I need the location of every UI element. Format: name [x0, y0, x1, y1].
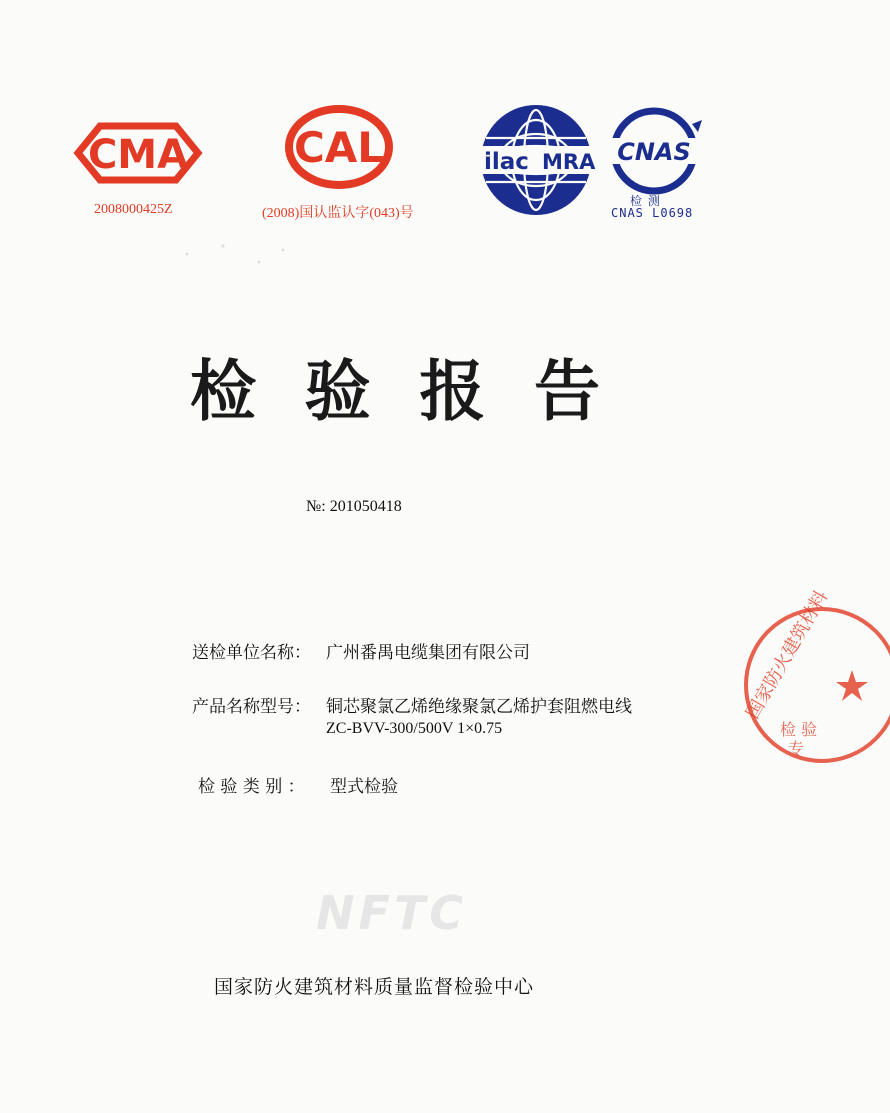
- product-model-value: ZC-BVV-300/500V 1×0.75: [326, 720, 503, 737]
- cal-emblem-icon: [284, 104, 394, 190]
- cma-emblem-icon: [70, 118, 206, 188]
- cnas-testing-label: 检 测: [630, 194, 661, 208]
- cal-logo: [284, 104, 394, 190]
- cnas-text: CNAS: [617, 138, 691, 166]
- test-type-value: 型式检验: [330, 777, 398, 797]
- cnas-logo: [598, 106, 710, 196]
- ilac-globe-icon: [478, 102, 594, 218]
- report-title: [190, 338, 600, 428]
- title-char: 检: [190, 353, 256, 430]
- product-name-value: 铜芯聚氯乙烯绝缘聚氯乙烯护套阻燃电线: [326, 697, 632, 717]
- scan-speckle: [175, 238, 295, 278]
- cal-cert-text: (2008)国认监认字(043)号: [262, 206, 414, 221]
- seal-subtext: 检 验: [780, 720, 818, 739]
- issuing-organization: 国家防火建筑材料质量监督检验中心: [214, 976, 535, 998]
- cma-mark-text: CMA: [87, 132, 189, 178]
- ilac-text: ilac: [484, 149, 529, 175]
- report-number: [306, 498, 402, 516]
- cnas-emblem-icon: [598, 106, 710, 196]
- seal-text: 国家防火建筑材料: [742, 587, 833, 723]
- ilac-mra-logo: [478, 102, 594, 218]
- cma-cert-number: 2008000425Z: [94, 202, 173, 217]
- report-number-value: 201050418: [329, 498, 402, 515]
- report-number-label: №:: [306, 498, 326, 515]
- cal-mark-text: CAL: [293, 123, 385, 172]
- mra-text: MRA: [542, 150, 596, 174]
- title-char: 验: [304, 353, 371, 430]
- client-label: 送检单位名称：: [192, 643, 311, 663]
- test-type-label: 检 验 类 别 ：: [198, 777, 305, 797]
- official-seal: [740, 587, 833, 770]
- cnas-code: CNAS L0698: [611, 206, 694, 220]
- seal-stamp-icon: [740, 587, 890, 770]
- title-char: 报: [419, 353, 486, 430]
- nftc-watermark: NFTC: [316, 886, 468, 940]
- product-label: 产品名称型号：: [192, 697, 311, 717]
- seal-subtext-2: 专: [788, 739, 805, 758]
- cma-logo: [70, 118, 206, 188]
- title-char: 告: [533, 353, 600, 430]
- client-value: 广州番禺电缆集团有限公司: [326, 643, 530, 663]
